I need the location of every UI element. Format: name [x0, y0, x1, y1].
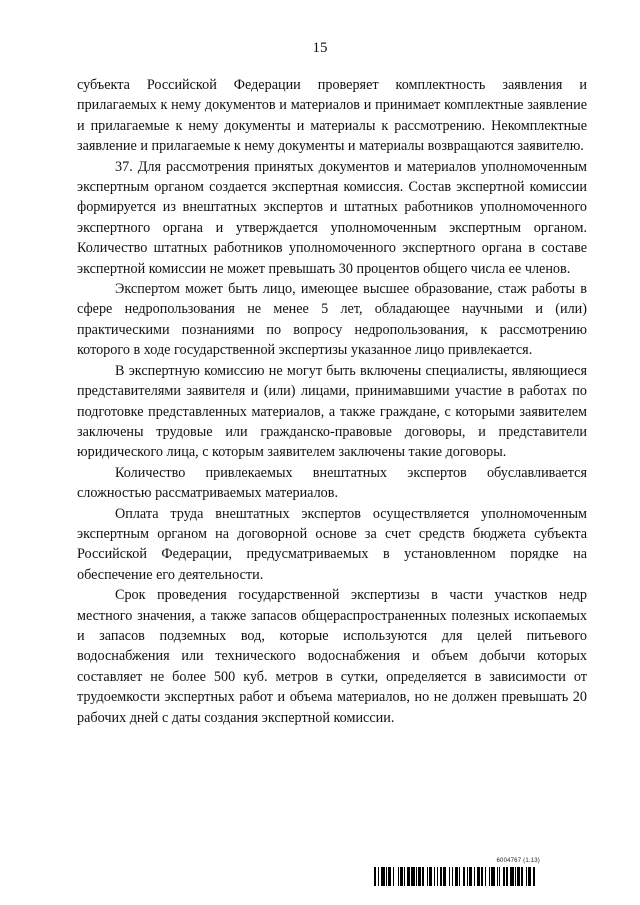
paragraph: субъекта Российской Федерации проверяет комплектность заявления и прилагаемых к нему документов и материалов и принимает комплектные заявление и прилагаемые к нему документы и материалы к рассмотрению. Некомплектные заявление и прилагаемые к нему документы и материалы возвращаются заявителю. [77, 77, 587, 155]
paragraph: Оплата труда внештатных экспертов осуществляется уполномоченным экспертным органом на договорной основе за счет средств бюджета субъекта Российской Федерации, предусматриваемых в установленном порядке на обеспечение его деятельности. [77, 505, 587, 583]
barcode-image [374, 867, 588, 886]
paragraph: Количество привлекаемых внештатных экспертов обуславливается сложностью рассматриваемых материалов. [77, 464, 587, 502]
document-body [77, 75, 587, 728]
paragraph: Срок проведения государственной экспертизы в части участков недр местного значения, а также запасов общераспространенных полезных ископаемых и запасов подземных вод, которые используются для целей питьевого водоснабжения или технического водоснабжения и объем добычи которых составляет не более 500 куб. метров в сутки, определяется в зависимости от трудоемкости экспертных работ и объема материалов, но не должен превышать 20 рабочих дней с даты создания экспертной комиссии. [77, 587, 587, 726]
page-number: 15 [312, 40, 328, 56]
barcode-code: 6004767 (1.13) [496, 858, 540, 864]
paragraph: В экспертную комиссию не могут быть включены специалисты, являющиеся представителями заявителя и (или) лицами, принимавшими участие в работах по подготовке представленных материалов, а также граждане, с которыми заявителем заключены трудовые или гражданско-правовые договоры, и представители юридического лица, с которым заявителем заключены такие договоры. [77, 362, 587, 461]
paragraph: 37. Для рассмотрения принятых документов и материалов уполномоченным экспертным органом создается экспертная комиссия. Состав экспертной комиссии формируется из внештатных экспертов и штатных работников уполномоченного экспертного органа и утверждается уполномоченным экспертным органом. Количество штатных работников уполномоченного экспертного органа в составе экспертной комиссии не может превышать 30 процентов общего числа ее членов. [77, 158, 587, 277]
paragraph: Экспертом может быть лицо, имеющее высшее образование, стаж работы в сфере недропользования не менее 5 лет, обладающее научными и (или) практическими познаниями по вопросу недропользования, к рассмотрению которого в ходе государственной экспертизы указанное лицо привлекается. [77, 281, 587, 359]
barcode-block [374, 858, 588, 888]
